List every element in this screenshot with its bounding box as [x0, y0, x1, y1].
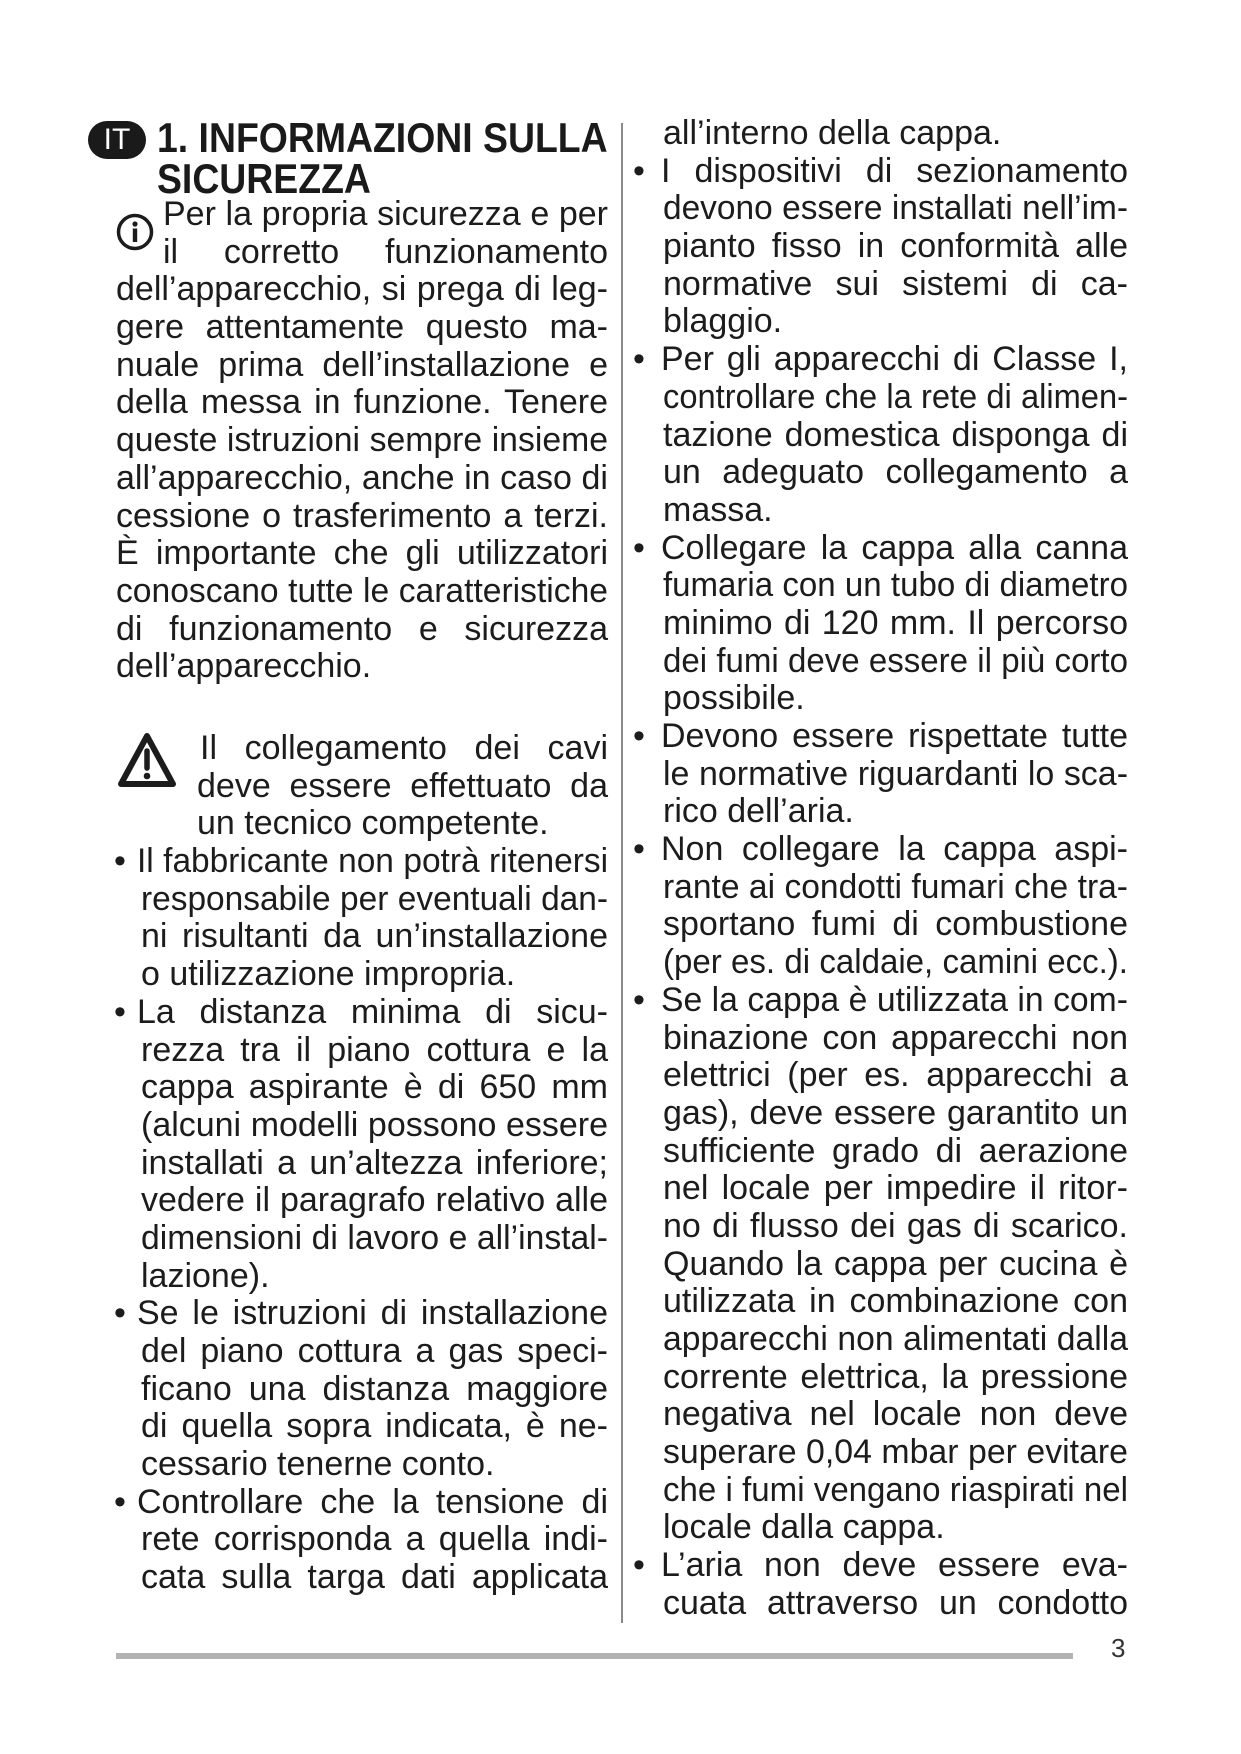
text-line: • Non collegare la cappa aspi-: [633, 830, 1128, 869]
text-line: superare 0,04 mbar per evitare: [663, 1433, 1128, 1472]
bullet-marker: •: [114, 1482, 126, 1521]
text-line: cessario tenerne conto.: [141, 1445, 495, 1484]
text-line: un adeguato collegamento a: [663, 453, 1128, 492]
text-line: fumaria con un tubo di diametro: [663, 566, 1128, 605]
text-line: • Controllare che la tensione di: [114, 1482, 608, 1521]
text-line: no di flusso dei gas di scarico.: [663, 1206, 1128, 1245]
text-line: gas), deve essere garantito un: [663, 1093, 1128, 1132]
text-line: Per la propria sicurezza e per: [163, 195, 608, 233]
text-line: che i fumi vengano riaspirati nel: [663, 1470, 1128, 1509]
bullet-marker: •: [114, 992, 126, 1031]
text-line: tazione domestica disponga di: [663, 415, 1128, 454]
bullet-marker: •: [633, 528, 645, 567]
column-divider: [621, 123, 623, 1623]
text-line: (alcuni modelli possono essere: [141, 1105, 608, 1144]
bullet-marker: •: [633, 151, 645, 190]
text-line: lazione).: [141, 1256, 270, 1295]
text-line: il corretto funzionamento: [163, 232, 608, 271]
bullet-marker: •: [633, 980, 645, 1019]
text-line: all’interno della cappa.: [663, 114, 1002, 152]
bullet-item: [634, 831, 1128, 982]
bullet-item: [116, 994, 608, 1296]
text-line: sufficiente grado di aerazione: [663, 1131, 1128, 1170]
text-line: locale dalla cappa.: [663, 1508, 945, 1547]
text-line: nuale prima dell’installazione e: [116, 345, 608, 384]
text-line: ni risultanti da un’installazione: [141, 917, 608, 956]
text-line: responsabile per eventuali dan-: [141, 879, 609, 918]
bullet-item: [634, 982, 1128, 1547]
text-line: queste istruzioni sempre insieme: [116, 421, 608, 460]
page-number: 3: [1111, 1633, 1126, 1663]
text-line: utilizzata in combinazione con: [663, 1282, 1128, 1321]
text-line: corrente elettrica, la pressione: [663, 1357, 1128, 1396]
section-title: [157, 114, 608, 202]
text-line: vedere il paragrafo relativo alle: [141, 1181, 608, 1220]
text-line: rico dell’aria.: [663, 792, 854, 831]
text-line: dei fumi deve essere il più corto: [663, 641, 1128, 680]
text-line: devono essere installati nell’im-: [663, 189, 1129, 228]
text-line: normative sui sistemi di ca-: [663, 264, 1128, 303]
safety-list-right: [634, 115, 1128, 1623]
bullet-item: [116, 1295, 608, 1483]
bullet-item: [634, 153, 1128, 341]
text-line: • I dispositivi di sezionamento: [633, 151, 1128, 190]
text-line: cata sulla targa dati applicata: [141, 1558, 608, 1597]
intro-paragraph: [116, 196, 608, 686]
bullet-marker: •: [633, 1546, 645, 1585]
text-line: un tecnico competente.: [197, 804, 549, 843]
bullet-item: [116, 1484, 608, 1597]
text-line: • L’aria non deve essere eva-: [633, 1546, 1128, 1585]
warning-paragraph: [116, 730, 608, 843]
text-line: pianto fisso in conformità alle: [663, 227, 1128, 266]
text-line: conoscano tutte le caratteristiche: [116, 571, 608, 610]
text-line: binazione con apparecchi non: [663, 1018, 1128, 1057]
text-line: • Per gli apparecchi di Classe I,: [633, 340, 1128, 379]
text-line: gere attentamente questo ma-: [116, 308, 608, 347]
text-line: minimo di 120 mm. Il percorso: [663, 603, 1128, 642]
safety-list-left: [116, 730, 608, 1597]
text-line: cuata attraverso un condotto: [663, 1583, 1128, 1622]
text-line: del piano cottura a gas speci-: [141, 1332, 608, 1370]
text-line: all’apparecchio, anche in caso di: [116, 458, 608, 497]
text-line: dell’apparecchio, si prega di leg-: [116, 270, 608, 309]
text-line: dell’apparecchio.: [116, 647, 372, 686]
bullet-marker: •: [633, 717, 645, 755]
text-line: le normative riguardanti lo sca-: [663, 754, 1129, 793]
bullet-marker: •: [114, 842, 126, 881]
text-line: installati a un’altezza inferiore;: [141, 1143, 608, 1182]
text-line: rante ai condotti fumari che tra-: [663, 867, 1128, 906]
bullet-item: [116, 843, 608, 994]
section-title-line: 1. INFORMAZIONI SULLA: [157, 114, 608, 161]
text-line: Il collegamento dei cavi: [200, 729, 608, 767]
bullet-item: [634, 530, 1128, 718]
text-line: apparecchi non alimentati dalla: [663, 1320, 1128, 1358]
text-line: cappa aspirante è di 650 mm: [141, 1068, 608, 1107]
text-line: possibile.: [663, 679, 805, 718]
text-line: nel locale per impedire il ritor-: [663, 1169, 1128, 1208]
text-line: dimensioni di lavoro e all’instal-: [141, 1218, 609, 1257]
bullet-item: [634, 341, 1128, 529]
text-line: negativa nel locale non deve: [663, 1395, 1128, 1434]
language-badge: IT: [88, 121, 146, 159]
bullet-marker: •: [114, 1294, 126, 1333]
text-line: della messa in funzione. Tenere: [116, 383, 608, 422]
text-line: di quella sopra indicata, è ne-: [141, 1407, 608, 1446]
text-line: • Devono essere rispettate tutte: [633, 717, 1128, 755]
text-line: È importante che gli utilizzatori: [116, 534, 608, 573]
text-line: • Il fabbricante non potrà ritenersi: [114, 842, 609, 881]
text-line: massa.: [663, 490, 773, 529]
text-line: deve essere effettuato da: [197, 766, 608, 805]
text-line: Quando la cappa per cucina è: [663, 1244, 1128, 1283]
text-line: • Se la cappa è utilizzata in com-: [633, 980, 1128, 1019]
info-icon: [116, 213, 154, 251]
warning-icon: [116, 731, 178, 789]
text-line: • La distanza minima di sicu-: [114, 992, 608, 1031]
section-title-line: SICUREZZA: [157, 155, 371, 202]
bullet-marker: •: [633, 340, 645, 379]
text-line: • Se le istruzioni di installazione: [114, 1294, 608, 1333]
bullet-item: [634, 1547, 1128, 1622]
text-line: o utilizzazione impropria.: [141, 955, 516, 994]
footer-rule: [116, 1653, 1073, 1659]
text-line: ficano una distanza maggiore: [141, 1369, 608, 1408]
bullet-marker: •: [633, 830, 645, 869]
text-line: rete corrisponda a quella indi-: [141, 1520, 608, 1559]
text-line: cessione o trasferimento a terzi.: [116, 496, 608, 535]
text-line: controllare che la rete di alimen-: [663, 377, 1128, 416]
bullet-item: [634, 718, 1128, 831]
text-line: blaggio.: [663, 302, 783, 341]
text-line: (per es. di caldaie, camini ecc.).: [663, 943, 1128, 982]
text-line: elettrici (per es. apparecchi a: [663, 1056, 1128, 1095]
text-line: • Collegare la cappa alla canna: [633, 528, 1128, 567]
text-line: rezza tra il piano cottura e la: [141, 1030, 608, 1069]
text-line: sportano fumi di combustione: [663, 905, 1128, 944]
text-line: di funzionamento e sicurezza: [116, 609, 608, 648]
